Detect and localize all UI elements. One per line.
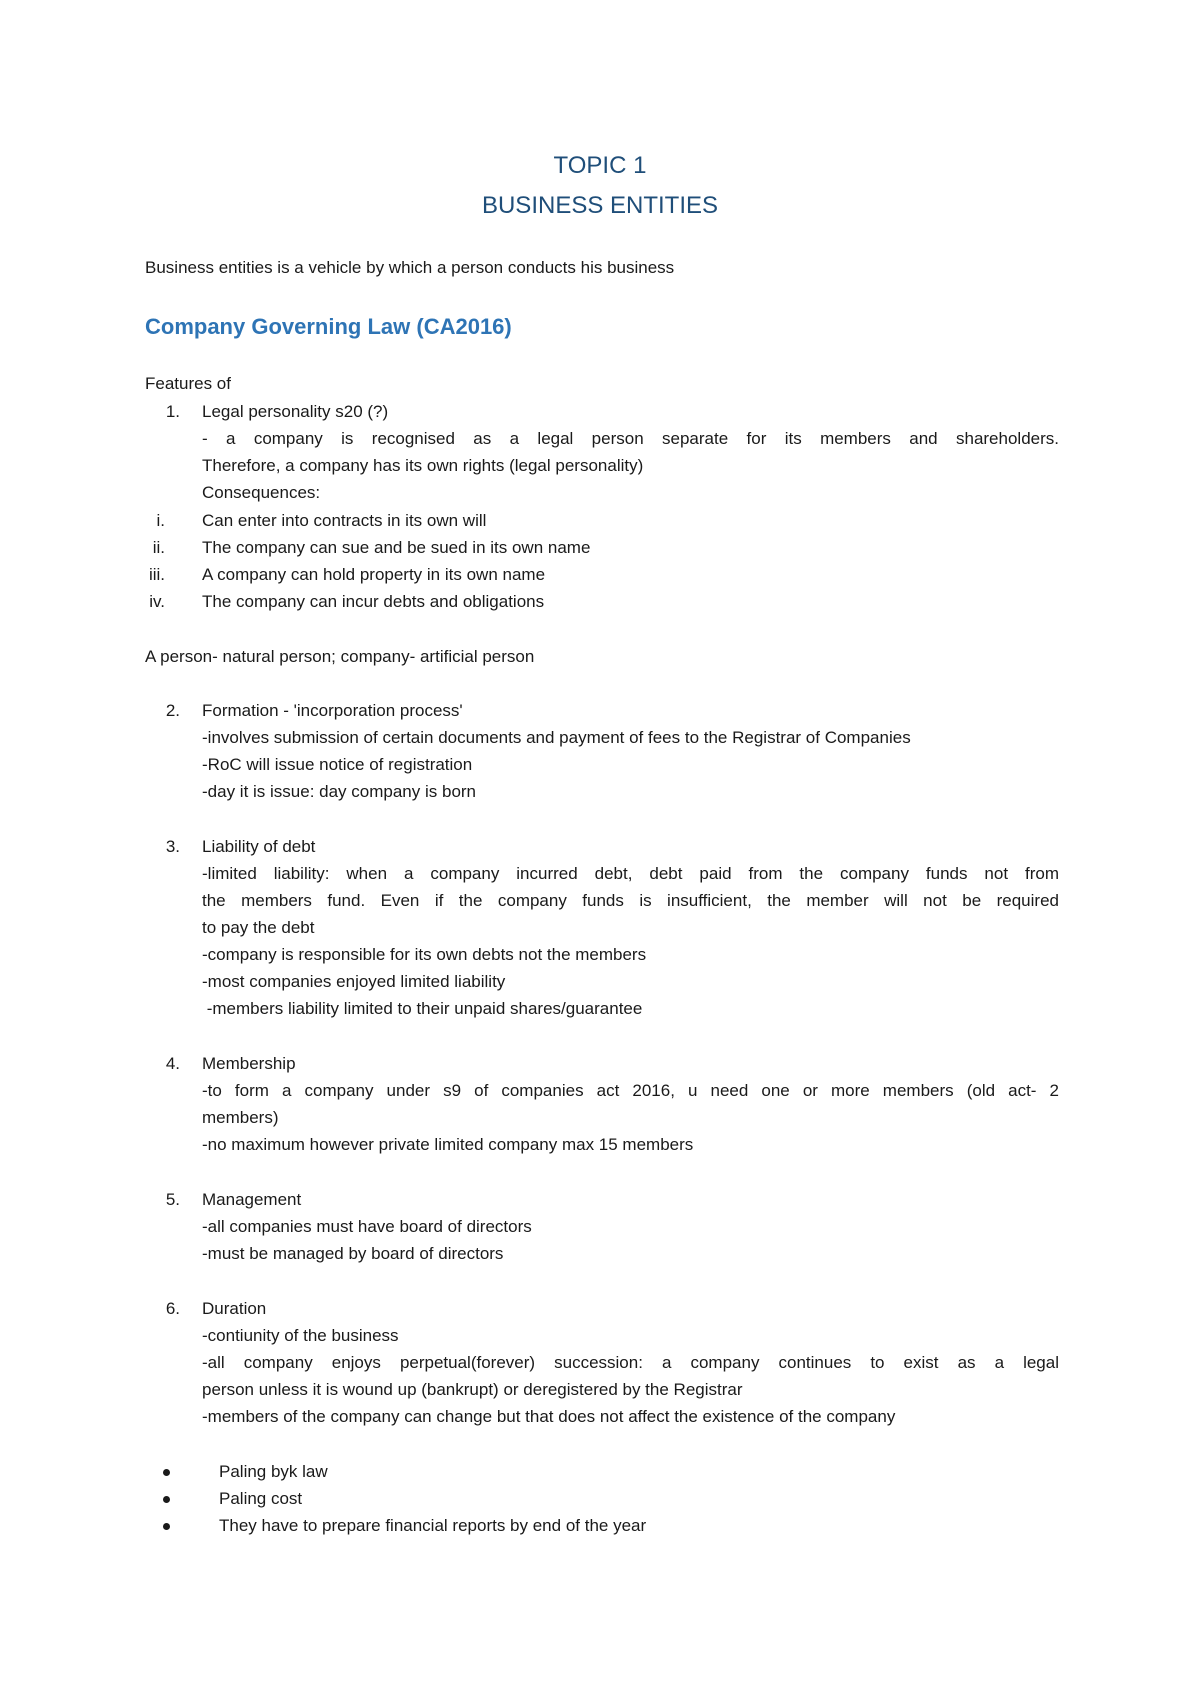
sub-item-number: iii.: [148, 565, 165, 584]
item-text: -involves submission of certain documents and payment of fees to the Registrar of Companies: [202, 728, 911, 747]
item-text: -all company enjoys perpetual(forever) succession: a company continues to exist as a legal: [202, 1353, 1059, 1372]
item-text: to pay the debt: [202, 918, 315, 937]
item-title: Liability of debt: [202, 837, 316, 856]
item-number: 2.: [165, 701, 180, 720]
person-note: A person- natural person; company- artificial person: [145, 647, 535, 666]
item-text: -limited liability: when a company incurred debt, debt paid from the company funds not from: [202, 864, 1059, 883]
item-text: -all companies must have board of directors: [202, 1217, 532, 1236]
item-text: person unless it is wound up (bankrupt) or deregistered by the Registrar: [202, 1380, 743, 1399]
consequences-label: Consequences:: [202, 483, 321, 502]
item-title: Formation - 'incorporation process': [202, 701, 463, 720]
item-number: 4.: [165, 1054, 180, 1073]
item-text: Therefore, a company has its own rights (legal personality): [202, 456, 644, 475]
item-title: Management: [202, 1190, 302, 1209]
item-text: -day it is issue: day company is born: [202, 782, 477, 801]
bullet-text: Paling cost: [219, 1489, 303, 1508]
item-text: -no maximum however private limited company max 15 members: [202, 1135, 694, 1154]
item-title: Membership: [202, 1054, 296, 1073]
item-text: the members fund. Even if the company funds is insufficient, the member will not be required: [202, 891, 1059, 910]
item-title: Legal personality s20 (?): [202, 402, 389, 421]
item-text: -most companies enjoyed limited liability: [202, 972, 506, 991]
item-number: 5.: [165, 1190, 180, 1209]
features-label: Features of: [145, 374, 231, 393]
item-text: -members liability limited to their unpaid shares/guarantee: [202, 999, 643, 1018]
bullet-icon: [163, 1523, 170, 1530]
item-number: 1.: [165, 402, 180, 421]
sub-item-number: iv.: [149, 592, 165, 611]
bullet-icon: [163, 1469, 170, 1476]
sub-item-text: The company can sue and be sued in its own name: [202, 538, 591, 557]
bullet-icon: [163, 1496, 170, 1503]
sub-item-text: The company can incur debts and obligations: [202, 592, 545, 611]
section-heading: Company Governing Law (CA2016): [145, 314, 512, 339]
bullet-text: Paling byk law: [219, 1462, 328, 1481]
item-number: 3.: [165, 837, 180, 856]
item-text: -company is responsible for its own debts not the members: [202, 945, 647, 964]
bullet-text: They have to prepare financial reports by end of the year: [219, 1516, 647, 1535]
sub-item-number: i.: [156, 511, 165, 530]
sub-item-number: ii.: [152, 538, 165, 557]
item-text: - a company is recognised as a legal person separate for its members and shareholders.: [202, 429, 1059, 448]
sub-item-text: Can enter into contracts in its own will: [202, 511, 487, 530]
item-text: -contiunity of the business: [202, 1326, 399, 1345]
item-text: -must be managed by board of directors: [202, 1244, 504, 1263]
item-text: members): [202, 1108, 279, 1127]
item-number: 6.: [165, 1299, 180, 1318]
item-text: -members of the company can change but that does not affect the existence of the company: [202, 1407, 896, 1426]
sub-item-text: A company can hold property in its own name: [202, 565, 546, 584]
page-title: BUSINESS ENTITIES: [481, 192, 719, 219]
intro-text: Business entities is a vehicle by which a person conducts his business: [145, 258, 675, 277]
item-title: Duration: [202, 1299, 267, 1318]
topic-number: TOPIC 1: [553, 152, 647, 179]
item-text: -to form a company under s9 of companies act 2016, u need one or more members (old act- 2: [202, 1081, 1059, 1100]
item-text: -RoC will issue notice of registration: [202, 755, 473, 774]
